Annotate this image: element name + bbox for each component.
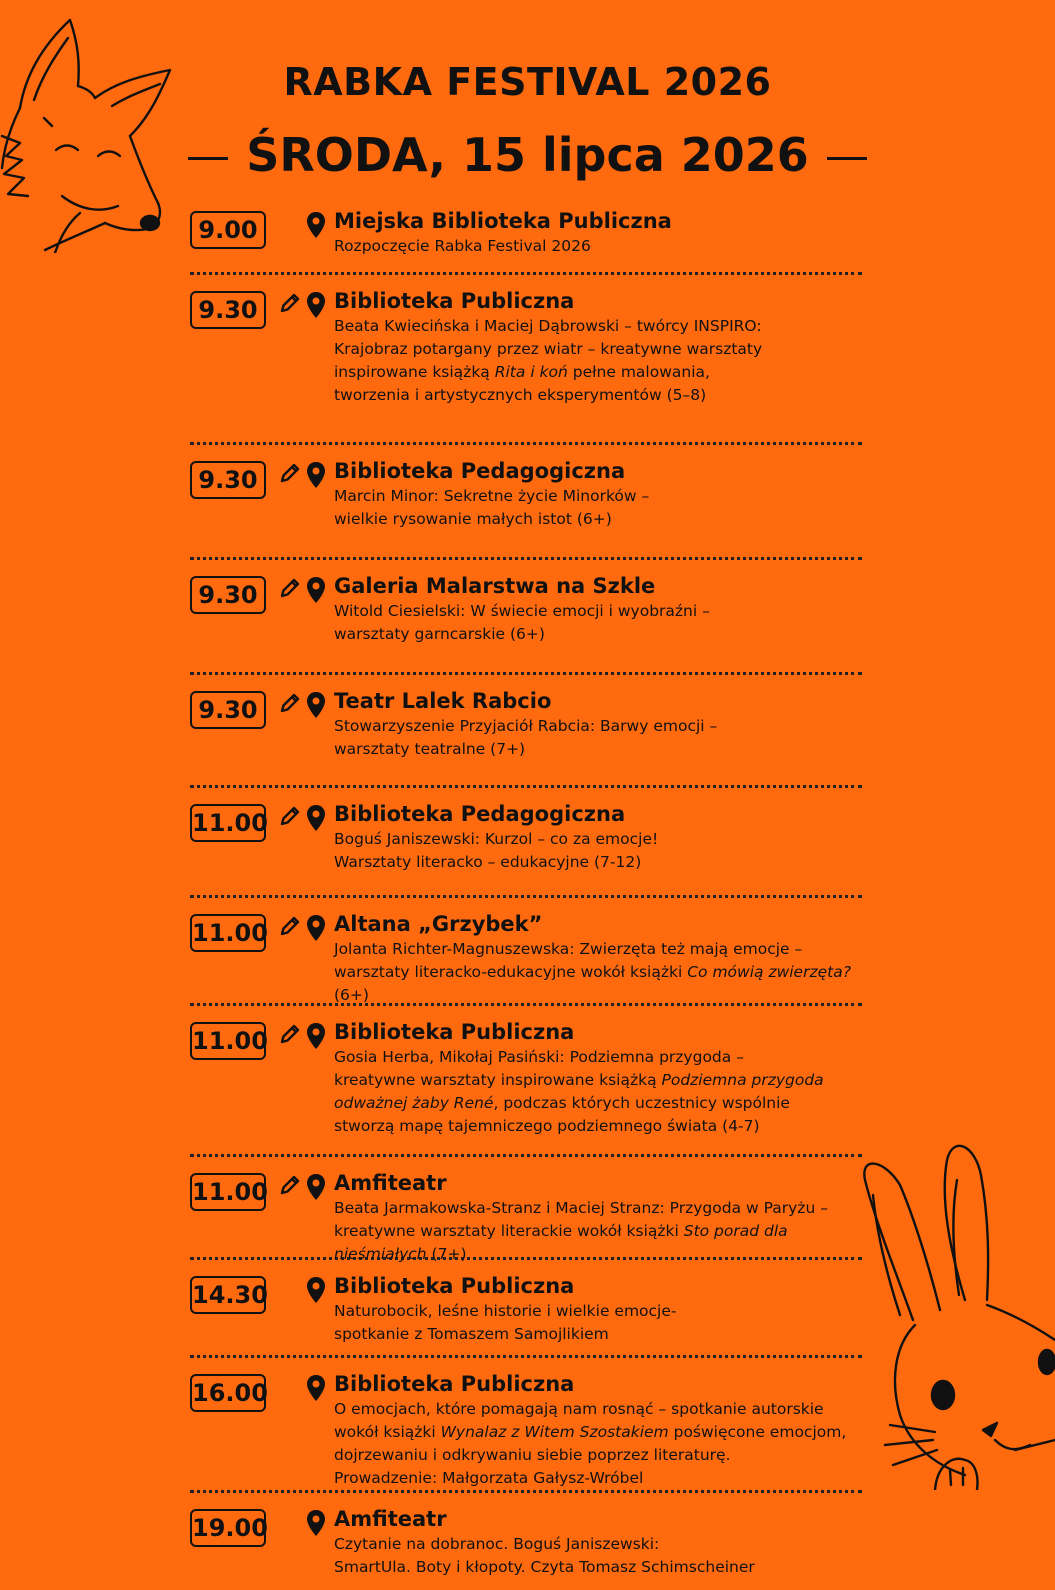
pencil-icon [278, 461, 302, 485]
dash-right [827, 157, 867, 160]
pencil-icon [278, 1173, 302, 1197]
event-icons [266, 1374, 326, 1402]
event-icons [266, 576, 326, 604]
event-schedule [190, 205, 862, 1590]
location-pin-icon [306, 914, 326, 942]
event-description: Beata Jarmakowska-Stranz i Maciej Stranz: Przygoda w Paryżu – kreatywne warsztaty literackie wokół książki Sto porad dla nieśmiałych (7+) [334, 1199, 828, 1263]
event-row [190, 1006, 862, 1157]
event-description: Rozpoczęcie Rabka Festival 2026 [334, 237, 591, 255]
event-time: 9.30 [190, 576, 266, 614]
event-description: Jolanta Richter-Magnuszewska: Zwierzęta też mają emocje – warsztaty literacko-edukacyjne wokół książki Co mówią zwierzęta? (6+) [334, 940, 851, 1004]
location-pin-icon [306, 461, 326, 489]
event-row [190, 675, 862, 788]
event-place: Biblioteka Publiczna [334, 1372, 575, 1396]
festival-title: RABKA FESTIVAL 2026 [283, 60, 772, 104]
event-info [334, 570, 862, 646]
event-place: Altana „Grzybek” [334, 912, 543, 936]
event-time: 11.00 [190, 804, 266, 842]
event-icons [266, 914, 326, 942]
event-info [334, 1503, 862, 1579]
event-row [190, 205, 862, 275]
event-place: Biblioteka Pedagogiczna [334, 802, 626, 826]
bunny-illustration [855, 1140, 1055, 1490]
event-row [190, 445, 862, 560]
event-place: Biblioteka Publiczna [334, 289, 575, 313]
event-icons [266, 1276, 326, 1304]
event-place: Biblioteka Pedagogiczna [334, 459, 626, 483]
event-description: Witold Ciesielski: W świecie emocji i wyobraźni – warsztaty garncarskie (6+) [334, 602, 710, 643]
event-icons [266, 461, 326, 489]
event-icons [266, 804, 326, 832]
location-pin-icon [306, 211, 326, 239]
event-description: Gosia Herba, Mikołaj Pasiński: Podziemna przygoda – kreatywne warsztaty inspirowane książką Podziemna przygoda odważnej żaby René, podczas których uczestnicy wspólnie stworzą mapę tajemniczego podziemnego świata (4-7) [334, 1048, 824, 1135]
event-place: Biblioteka Publiczna [334, 1020, 575, 1044]
event-icons [266, 1022, 326, 1050]
event-description: Marcin Minor: Sekretne życie Minorków – wielkie rysowanie małych istot (6+) [334, 487, 650, 528]
event-row [190, 1358, 862, 1493]
event-info [334, 455, 862, 531]
event-row [190, 788, 862, 898]
event-time: 16.00 [190, 1374, 266, 1412]
event-info [334, 285, 862, 407]
location-pin-icon [306, 1509, 326, 1537]
event-time: 9.30 [190, 461, 266, 499]
event-icons [266, 291, 326, 319]
event-time: 14.30 [190, 1276, 266, 1314]
event-description: O emocjach, które pomagają nam rosnąć – spotkanie autorskie wokół książki Wynalaz z Witem Szostakiem poświęcone emocjom, dojrzewaniu i odkrywaniu siebie poprzez literaturę. Prowadzenie: Małgorzata Gałysz-Wróbel [334, 1400, 847, 1487]
location-pin-icon [306, 291, 326, 319]
pencil-icon [278, 1022, 302, 1046]
event-row [190, 1157, 862, 1263]
event-description: Boguś Janiszewski: Kurzol – co za emocje! Warsztaty literacko – edukacyjne (7-12) [334, 830, 659, 871]
event-row [190, 275, 862, 445]
event-place: Amfiteatr [334, 1171, 447, 1195]
event-place: Teatr Lalek Rabcio [334, 689, 552, 713]
dash-left [188, 157, 228, 160]
event-icons [266, 1173, 326, 1201]
event-time: 9.30 [190, 691, 266, 729]
event-time: 9.30 [190, 291, 266, 329]
event-icons [266, 211, 326, 239]
pencil-icon [278, 914, 302, 938]
event-description: Czytanie na dobranoc. Boguś Janiszewski: SmartUla. Boty i kłopoty. Czyta Tomasz Schimscheiner [334, 1535, 755, 1576]
pencil-icon [278, 691, 302, 715]
event-row [190, 898, 862, 1006]
event-time: 9.00 [190, 211, 266, 249]
location-pin-icon [306, 1374, 326, 1402]
event-info [334, 1167, 862, 1266]
event-time: 11.00 [190, 1173, 266, 1211]
event-time: 11.00 [190, 1022, 266, 1060]
event-info [334, 908, 862, 1007]
date-text: ŚRODA, 15 lipca 2026 [246, 128, 809, 182]
event-description: Beata Kwiecińska i Maciej Dąbrowski – twórcy INSPIRO: Krajobraz potargany przez wiatr – kreatywne warsztaty inspirowane książką Rita i koń pełne malowania, tworzenia i artystycznych eksperymentów (5–8) [334, 317, 763, 404]
event-place: Biblioteka Publiczna [334, 1274, 575, 1298]
event-place: Miejska Biblioteka Publiczna [334, 209, 672, 233]
event-description: Stowarzyszenie Przyjaciół Rabcia: Barwy emocji – warsztaty teatralne (7+) [334, 717, 718, 758]
date-heading [0, 128, 1055, 182]
location-pin-icon [306, 804, 326, 832]
location-pin-icon [306, 1173, 326, 1201]
event-info [334, 685, 862, 761]
event-row [190, 1493, 862, 1590]
event-info [334, 1368, 862, 1490]
event-time: 11.00 [190, 914, 266, 952]
event-time: 19.00 [190, 1509, 266, 1547]
event-icons [266, 691, 326, 719]
event-info [334, 1016, 862, 1138]
event-description: Naturobocik, leśne historie i wielkie emocje- spotkanie z Tomaszem Samojlikiem [334, 1302, 677, 1343]
location-pin-icon [306, 1276, 326, 1304]
location-pin-icon [306, 691, 326, 719]
event-place: Amfiteatr [334, 1507, 447, 1531]
pencil-icon [278, 576, 302, 600]
location-pin-icon [306, 576, 326, 604]
event-row [190, 560, 862, 675]
pencil-icon [278, 804, 302, 828]
pencil-icon [278, 291, 302, 315]
event-row [190, 1260, 862, 1358]
location-pin-icon [306, 1022, 326, 1050]
event-place: Galeria Malarstwa na Szkle [334, 574, 656, 598]
event-info [334, 798, 862, 874]
event-icons [266, 1509, 326, 1537]
event-info [334, 205, 862, 258]
event-info [334, 1270, 862, 1346]
